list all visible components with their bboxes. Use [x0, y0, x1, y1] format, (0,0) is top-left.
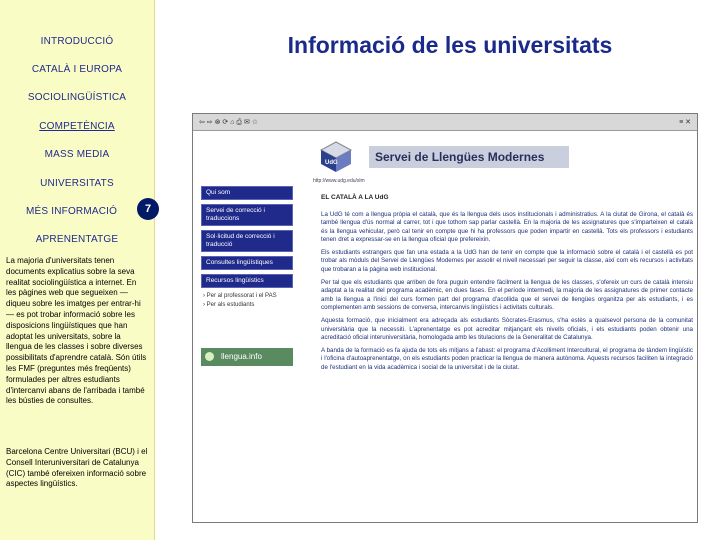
page-number-badge: 7: [137, 198, 159, 220]
menu-item-qui-som[interactable]: Qui som: [201, 186, 293, 200]
logo-area: [313, 134, 573, 190]
toolbar-window-controls[interactable]: ≡ ✕: [679, 119, 691, 126]
content-paragraph: Els estudiants estrangers que fan una estada a la UdG han de tenir en compte que la informació sobre el català i el castellà es pot trobar als mòduls del Servei de Llengües Modernes per assolir el nivell necessari per seguir la classe, així com els recursos i activitats que trobaran a la pàgina web institucional.: [321, 249, 693, 273]
nav-introduccio[interactable]: INTRODUCCIÓ: [40, 36, 114, 47]
banner-icon: [205, 352, 214, 361]
content-paragraph: La UdG té com a llengua pròpia el català, que és la llengua dels usos institucionals i administratius. A la ciutat de Girona, el català és també llengua d'ús normal al carrer, tot i que tothom sap parlar castellà. En la majoria de les assignatures que s'imparteixen el català és la llengua vehicular, però cal tenir en compte que hi ha professors que poden impartir en castellà. Tots els professors i estudiants tenen dret a expressar-se en la llengua oficial que prefereixin.: [321, 211, 693, 243]
main-content: [321, 194, 693, 377]
content-paragraph: Aquesta formació, que inicialment era adreçada als estudiants Sòcrates-Erasmus, s'ha estès a qualsevol persona de la comunitat universitària que la necessiti. L'aprenentatge es pot acreditar mitjançant els nivells oficials, i els estudiants poden obtenir una acreditació oficial interuniversitària, homologada amb les titulacions de la Generalitat de Catalunya.: [321, 317, 693, 341]
link-professorat[interactable]: › Per al professorat i el PAS: [203, 293, 277, 299]
content-paragraph: A banda de la formació es fa ajuda de tots els mitjans a l'abast: el programa d'Acolliment Intercultural, el programa de tàndem lingüístic i l'oficina d'autoaprenentatge, on els estudiants poden practicar la llengua de manera autònoma. Aquests recursos faciliten la integració de l'estudiant en la vida acadèmica i social de la universitat i de la ciutat.: [321, 347, 693, 371]
nav-aprenentatge[interactable]: APRENENTATGE: [35, 234, 119, 245]
menu-item-recursos[interactable]: Recursos lingüístics: [201, 274, 293, 288]
nav-mes-informacio[interactable]: MÉS INFORMACIÓ: [26, 206, 118, 217]
toolbar-icons[interactable]: ⇦ ⇨ ⊗ ⟳ ⌂ ⎙ ✉ ☆: [199, 119, 259, 126]
link-estudiants[interactable]: › Per als estudiants: [203, 302, 255, 308]
nav-catala-i-europa[interactable]: CATALÀ I EUROPA: [31, 64, 123, 75]
udg-cube-icon: [319, 140, 353, 174]
nav-sociolinguistica[interactable]: SOCIOLINGÜÍSTICA: [27, 92, 127, 103]
sidebar: [0, 0, 155, 540]
nav-mass-media[interactable]: MASS MEDIA: [44, 149, 110, 160]
nav-universitats[interactable]: UNIVERSITATS: [40, 178, 114, 189]
browser-toolbar: [193, 114, 697, 131]
menu-item-servei[interactable]: Servei de correcció i traduccions: [201, 204, 293, 226]
llengua-info-banner[interactable]: [201, 348, 293, 366]
content-paragraph: Per tal que els estudiants que arriben de fora puguin entendre fàcilment la llengua de les classes, s'ofereix un curs de català intensiu adaptat a la realitat del programa acadèmic, en dues fases. En el període intermedi, la majoria de les assignatures de primer contacte amb la llengua a l'inici del curs formen part del programa d'acollida que el servei de llengües organitza per als estudiants, i es complementen amb sessions de conversa, intercanvis lingüístics i activitats culturals.: [321, 279, 693, 311]
banner-label: llengua.info: [221, 352, 262, 361]
logo-text: Servei de Llengües Modernes: [369, 146, 569, 168]
browser-screenshot: [192, 113, 698, 523]
content-heading: EL CATALÀ A LA UdG: [321, 194, 389, 201]
page-title: Informació de les universitats: [287, 32, 613, 58]
logo-badge: UdG: [325, 160, 338, 166]
nav-competencia[interactable]: COMPETÈNCIA: [39, 121, 115, 132]
site-menu: [201, 186, 293, 310]
sidebar-paragraph-1: La majoria d'universitats tenen documents explicatius sobre la seva realitat sociolingüística a internet. En les pàgines web que segueixen —diqueu sobre les imatges per entrar-hi— es pot trobar informació sobre les disposicions lingüístiques que han adoptat les universitats, sobre la llengua de les classes i sobre diverses possibilitats d'aprendre català. Són útils les FMF (preguntes més freqüents) formulades per altres estudiants d'intercanvi abans de l'arribada i també les bústies de consultes.: [6, 256, 147, 406]
menu-item-consultes[interactable]: Consultes lingüístiques: [201, 256, 293, 270]
menu-item-sollicitud[interactable]: Sol·licitud de correcció i traducció: [201, 230, 293, 252]
menu-sublinks: [201, 292, 293, 310]
sidebar-paragraph-2: Barcelona Centre Universitari (BCU) i el Consell Interuniversitari de Catalunya (CIC) també ofereixen informació sobre aspectes lingüístics.: [6, 447, 148, 489]
logo-caption: http://www.udg.edu/slm: [313, 178, 365, 184]
